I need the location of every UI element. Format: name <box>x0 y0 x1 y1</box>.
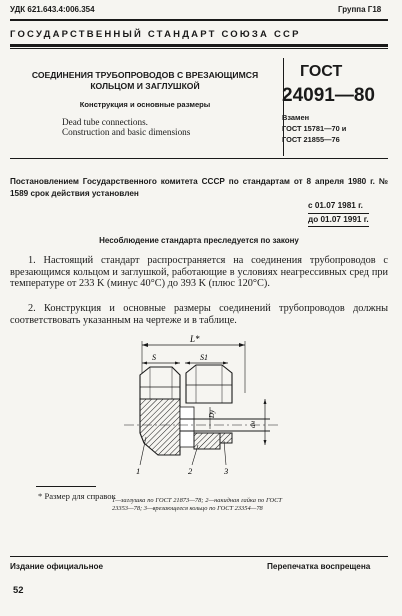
group-code: Группа Г18 <box>338 5 382 14</box>
part-label-1: 1 <box>136 466 141 476</box>
law-warning: Несоблюдение стандарта преследуется по закону <box>99 236 299 245</box>
header-rule-thick <box>10 44 388 47</box>
edition-label: Издание официальное <box>10 562 104 571</box>
part-label-3: 3 <box>224 466 229 476</box>
replaces-standard-1: ГОСТ 15781—70 и <box>282 124 347 133</box>
footnote-label: * Размер для справок <box>38 491 116 501</box>
page-number: 52 <box>13 584 24 595</box>
document-title-line1: СОЕДИНЕНИЯ ТРУБОПРОВОДОВ С ВРЕЗАЮЩИМСЯ <box>31 70 259 80</box>
validity-to: до 01.07 1991 г. <box>308 214 369 228</box>
label-dH: dн <box>249 421 257 428</box>
document-subtitle: Конструкция и основные размеры <box>79 100 211 109</box>
udk-code: УДК 621.643.4:006.354 <box>10 5 95 14</box>
header-rule-thin <box>10 48 388 49</box>
validity-from: с 01.07 1981 г. <box>308 200 369 214</box>
dimension-dH <box>249 399 267 445</box>
title-block-rule <box>10 158 388 159</box>
paragraph-2: 2. Конструкция и основные размеры соединений трубопроводов должны соответствовать указанным на чертеже и в таблице. <box>10 303 388 326</box>
footer-rule <box>10 556 388 557</box>
document-title-line2: КОЛЬЦОМ И ЗАГЛУШКОЙ <box>90 81 200 91</box>
decree-text: Постановлением Государственного комитета СССР по стандартам от 8 апреля 1980 г. № 1589 срок действия установлен <box>10 177 388 198</box>
standard-title: ГОСУДАРСТВЕННЫЙ СТАНДАРТ СОЮЗА ССР <box>10 29 301 40</box>
reprint-notice: Перепечатка воспрещена <box>267 562 371 571</box>
paragraph-1: 1. Настоящий стандарт распространяется на соединения трубопроводов с врезающимся кольцом и заглушкой, работающие в условиях неагрессивных сред при температуре от 233 K (минус 40°C) до 393 K (плюс 120°C). <box>10 255 388 289</box>
label-Dy: Dy <box>208 409 216 418</box>
replaces-label: Взамен <box>282 113 310 122</box>
label-L: L* <box>190 334 200 344</box>
parts-legend: 1—заглушка по ГОСТ 21873—78; 2—накидная гайка по ГОСТ 23353—78; 3—врезающееся кольцо по ГОСТ 23354—78 <box>112 497 282 512</box>
gost-number: 24091—80 <box>282 85 375 106</box>
replaces-block <box>282 112 346 145</box>
dimension-S <box>142 353 180 365</box>
english-title-line1: Dead tube connections. <box>62 117 148 127</box>
gost-label: ГОСТ <box>300 63 343 80</box>
part-label-2: 2 <box>188 466 193 476</box>
english-title <box>62 117 190 137</box>
header-rule-top <box>10 19 388 21</box>
english-title-line2: Construction and basic dimensions <box>62 127 191 137</box>
dimension-Dy <box>208 407 216 429</box>
replaces-standard-2: ГОСТ 21855—76 <box>282 135 340 144</box>
document-title <box>10 70 280 92</box>
connection-drawing <box>110 333 300 478</box>
footnote-rule <box>36 486 96 487</box>
dimension-L <box>142 334 245 393</box>
label-S: S <box>152 353 156 362</box>
dimension-S1 <box>185 353 228 365</box>
validity-period <box>308 200 369 227</box>
label-S1: S1 <box>200 353 208 362</box>
